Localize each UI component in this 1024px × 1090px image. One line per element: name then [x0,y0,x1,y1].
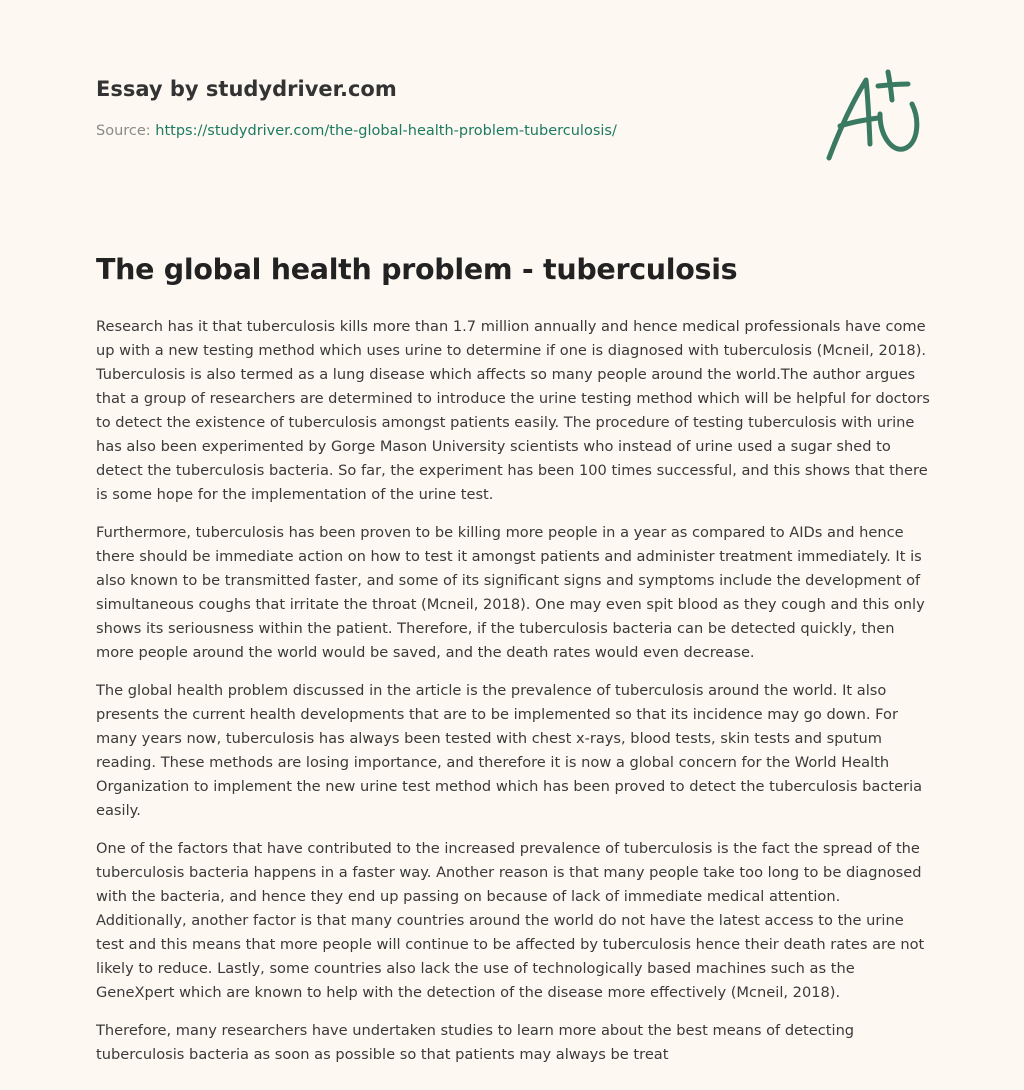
essay-body [96,315,932,1081]
source-label: Source: [96,123,151,139]
a-plus-logo-icon [822,68,928,164]
source-link[interactable]: https://studydriver.com/the-global-health-problem-tuberculosis/ [155,123,617,139]
essay-paragraph: Research has it that tuberculosis kills more than 1.7 million annually and hence medical professionals have come up with a new testing method which uses urine to determine if one is diagnosed with tuberculosis (Mcneil, 2018). Tuberculosis is also termed as a lung disease which affects so many people around the world.The author argues that a group of researchers are determined to introduce the urine testing method which will be helpful for doctors to detect the existence of tuberculosis amongst patients easily. The procedure of testing tuberculosis with urine has also been experimented by Gorge Mason University scientists who instead of urine used a sugar shed to detect the tuberculosis bacteria. So far, the experiment has been 100 times successful, and this shows that there is some hope for the implementation of the urine test. [96,318,930,503]
essay-paragraph: One of the factors that have contributed to the increased prevalence of tuberculosis is the fact the spread of the tuberculosis bacteria happens in a faster way. Another reason is that many people take too long to be diagnosed with the bacteria, and hence they end up passing on because of lack of immediate medical attention. Additionally, another factor is that many countries around the world do not have the latest access to the urine test and this means that more people will continue to be affected by tuberculosis hence their death rates are not likely to reduce. Lastly, some countries also lack the use of technologically based machines such as the GeneXpert which are known to help with the detection of the disease more effectively (Mcneil, 2018). [96,840,925,1001]
source-line [96,123,617,139]
brand-title: Essay by studydriver.com [96,77,397,101]
essay-title: The global health problem - tuberculosis [96,253,738,286]
essay-paragraph: Therefore, many researchers have undertaken studies to learn more about the best means of detecting tuberculosis bacteria as soon as possible so that patients may always be treat [96,1022,855,1063]
essay-paragraph: Furthermore, tuberculosis has been proven to be killing more people in a year as compared to AIDs and hence there should be immediate action on how to test it amongst patients and administer treatment immediately. It is also known to be transmitted faster, and some of its significant signs and symptoms include the development of simultaneous coughs that irritate the throat (Mcneil, 2018). One may even spit blood as they cough and this only shows its seriousness within the patient. Therefore, if the tuberculosis bacteria can be detected quickly, then more people around the world would be saved, and the death rates would even decrease. [96,524,925,661]
essay-paragraph: The global health problem discussed in the article is the prevalence of tuberculosis around the world. It also presents the current health developments that are to be implemented so that its incidence may go down. For many years now, tuberculosis has always been tested with chest x-rays, blood tests, skin tests and sputum reading. These methods are losing importance, and therefore it is now a global concern for the World Health Organization to implement the new urine test method which has been proved to detect the tuberculosis bacteria easily. [96,682,923,819]
